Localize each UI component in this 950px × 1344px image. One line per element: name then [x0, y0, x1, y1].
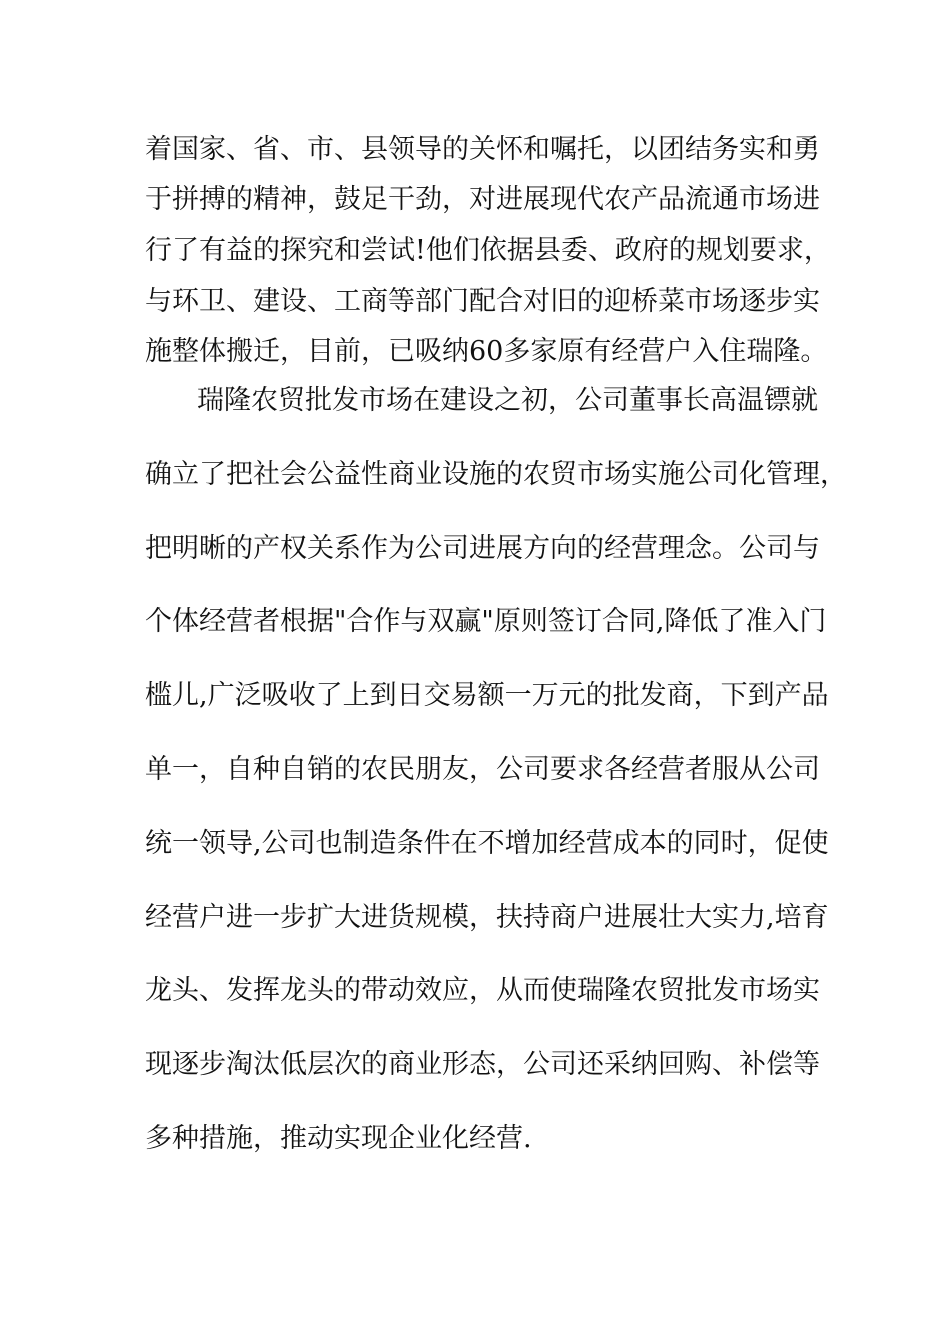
paragraph-line: 单一，自种自销的农民朋友，公司要求各经营者服从公司	[145, 754, 820, 785]
paragraph-line: 确立了把社会公益性商业设施的农贸市场实施公司化管理，	[145, 459, 847, 490]
paragraph-line: 行了有益的探究和尝试!他们依据县委、政府的规划要求，	[145, 235, 831, 266]
paragraph-line: 瑞隆农贸批发市场在建设之初，公司董事长高温镖就	[197, 385, 818, 416]
paragraph-line: 经营户进一步扩大进货规模，扶持商户进展壮大实力,培育	[145, 902, 829, 933]
paragraph-line: 龙头、发挥龙头的带动效应，从而使瑞隆农贸批发市场实	[145, 975, 820, 1006]
paragraph-line: 多种措施，推动实现企业化经营.	[145, 1123, 532, 1154]
paragraph-line: 施整体搬迁，目前，已吸纳60多家原有经营户入住瑞隆。	[145, 336, 828, 367]
paragraph-line: 与环卫、建设、工商等部门配合对旧的迎桥菜市场逐步实	[145, 286, 820, 317]
paragraph-line: 现逐步淘汰低层次的商业形态，公司还采纳回购、补偿等	[145, 1049, 820, 1080]
paragraph-line: 槛儿,广泛吸收了上到日交易额一万元的批发商，下到产品	[145, 680, 829, 711]
paragraph-line: 着国家、省、市、县领导的关怀和嘱托，以团结务实和勇	[145, 134, 820, 165]
paragraph-line: 统一领导,公司也制造条件在不增加经营成本的同时，促使	[145, 828, 829, 859]
paragraph-line: 个体经营者根据"合作与双赢"原则签订合同,降低了准入门	[145, 606, 827, 637]
paragraph-line: 把明晰的产权关系作为公司进展方向的经营理念。公司与	[145, 533, 820, 564]
paragraph-line: 于拼搏的精神，鼓足干劲，对进展现代农产品流通市场进	[145, 184, 820, 215]
